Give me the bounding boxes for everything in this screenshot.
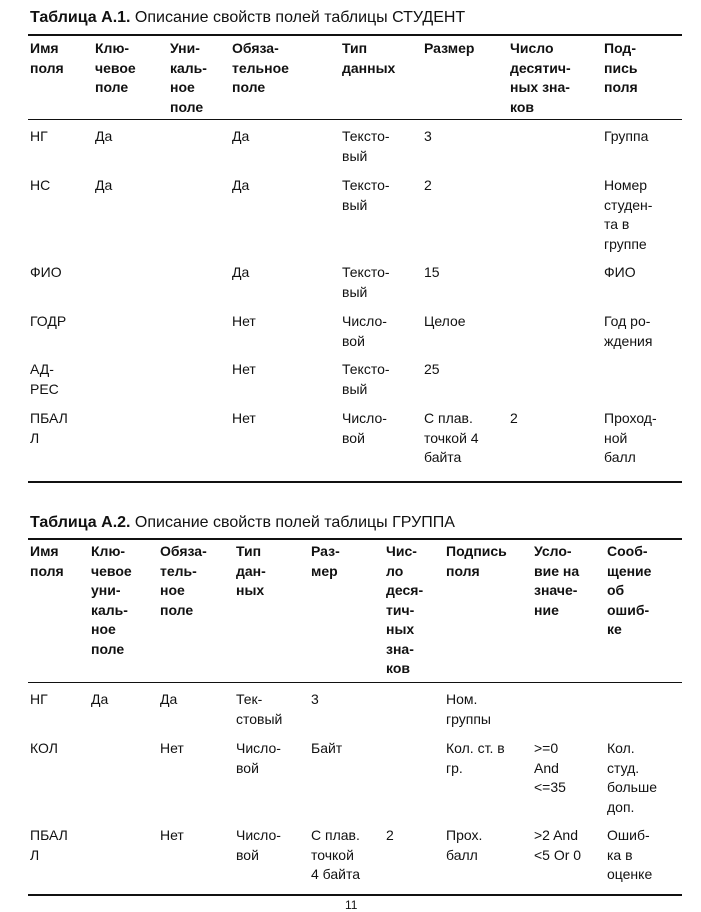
table1-header-cell-line: поля [30,59,64,76]
table1-row-cell [604,176,652,254]
table2-row-cell-line: 2 [386,827,394,843]
table1-row-cell-line: та в [604,216,630,232]
table1-row-cell-line: Да [232,128,250,144]
table2-row-cell-line: Прох. [446,827,483,843]
table2-row-cell-line: оценке [607,866,653,882]
table2-row-cell [160,739,184,759]
table1-header-cell-line: чевое [95,59,136,76]
table2-row-cell-line: Байт [311,740,343,756]
table2-header-cell-line: вие на [534,562,580,579]
table1-row-cell-line: Проход- [604,410,657,426]
table2-row-cell-line: Да [91,691,109,707]
table2-header-cell-line: ков [386,660,410,676]
table2-row-cell-line: НГ [30,691,48,707]
table2-row-cell-line: С плав. [311,827,360,843]
table1-row-cell [232,312,256,332]
table2-row-cell-line: точкой [311,846,354,863]
table1-row-cell [424,409,479,468]
table1-row-cell-line: ной [604,429,628,446]
table2-row-cell [311,739,342,759]
table1-row-cell-line: Л [30,429,40,446]
table2-header-cell [607,542,651,640]
table1-row-cell-line: вый [342,196,368,213]
table2-row-cell-line: Тек- [236,691,263,707]
table1-row-cell-line: ГОДР [30,313,67,329]
table1-row-cell-line: 25 [424,361,440,377]
table1-row-cell-line: Да [232,264,250,280]
table2-caption [30,514,455,532]
table1-row-cell [30,360,59,399]
table2-row-cell-line: <5 Or 0 [534,846,582,863]
table1-row-cell-line: Нет [232,361,256,377]
table1-row-cell-line: Нет [232,313,256,329]
table2-row-cell [534,826,581,865]
table1-header-cell [342,39,395,78]
table2-row-cell-line: Л [30,846,40,863]
table1-header-cell [30,39,64,78]
table1-header-cell-line: поле [170,98,204,115]
table2-row-cell-line: балл [446,846,478,863]
table1-header-cell-line: поле [95,79,129,95]
table1-header-cell-line: ков [510,98,534,115]
table2-row-cell-line: больше [607,779,657,795]
table2-row-cell-line: Нет [160,740,184,756]
table1-row-cell [30,312,66,332]
table1-header-cell-line: Имя [30,40,59,56]
table2-header-cell-line: ное [160,582,185,598]
table1-row-cell [232,263,249,283]
table1-row-cell-line: Да [232,177,250,193]
table1-row-cell-line: НГ [30,128,48,144]
table1-row-cell-line: 15 [424,264,440,280]
table2-header-cell [30,542,64,581]
table2-row-cell-line: <=35 [534,779,566,795]
table1-header-cell-line: Обяза- [232,40,279,56]
table2-header-cell [446,542,507,581]
table2-header-cell-line: ло [386,562,404,579]
table1-header-cell-line: каль- [170,59,207,76]
table1-header-cell-line: ных зна- [510,79,570,95]
table1-row-cell [342,176,390,215]
table1-row-cell [95,127,112,147]
table1-row-cell-line: ПБАЛ [30,410,68,426]
table2-header-cell [91,542,132,659]
table1-row-cell [604,312,652,351]
table2-row-cell-line: Ошиб- [607,827,650,843]
table1-row-cell [424,263,440,283]
table1-header-cell-line: поле [232,79,266,95]
table1-header-cell [95,39,136,98]
table2-row-cell-line: >=0 [534,740,559,756]
table1-row-cell-line: Тексто- [342,361,390,377]
table1-header-cell-line: поля [604,79,638,95]
table1-header-cell-line: Тип [342,40,368,56]
table1-header-cell [232,39,289,98]
table1-row-cell-line: Тексто- [342,128,390,144]
table1-header-cell [604,39,638,98]
table1-row-cell-line: Нет [232,410,256,426]
table1-row-cell-line: студен- [604,196,653,213]
table2-row-cell [30,739,58,759]
table2-header-cell-line: уни- [91,582,121,598]
table1-row-cell [424,176,432,196]
table2-row-cell [311,826,360,885]
table1-row-cell-line: Да [95,177,113,193]
table1-header-rule [28,119,682,120]
table2-row-cell-line: 3 [311,691,319,707]
table2-header-cell [386,542,423,679]
table1-row-cell [30,176,50,196]
table2-row-cell [30,690,48,710]
table1-header-cell-line: десятич- [510,59,571,76]
table1-row-cell [232,360,256,380]
table2-header-cell-line: Клю- [91,543,126,559]
table1-row-cell-line: ждения [604,332,653,349]
table1-header-cell-line: Под- [604,40,636,56]
table2-header-cell-line: Чис- [386,543,417,559]
table1-row-cell-line: вой [342,332,365,349]
table2-row-cell [311,690,319,710]
table2-header-cell [311,542,340,581]
table2-row-cell-line: And [534,759,559,776]
table2-header-cell-line: ке [607,621,622,637]
table1-caption-text: Описание свойств полей таблицы СТУДЕНТ [130,9,466,26]
table1-row-cell [30,409,68,448]
table1-row-cell [232,409,256,429]
table2-header-cell-line: Тип [236,543,262,559]
table2-row-cell [236,690,282,729]
table1-top-rule [28,34,682,36]
table1-row-cell [30,263,62,283]
table1-row-cell-line: 2 [424,177,432,193]
table2-row-cell-line: вой [236,759,259,776]
table1-row-cell [342,263,390,302]
table2-row-cell-line: Кол. [607,740,635,756]
table2-row-cell [30,826,68,865]
table2-row-cell [534,739,566,798]
table2-row-cell [236,739,281,778]
table2-bottom-rule [28,894,682,896]
table2-header-cell-line: Имя [30,543,59,559]
table2-row-cell-line: Нет [160,827,184,843]
table2-row-cell [446,826,482,865]
table2-header-cell-line: деся- [386,582,424,598]
table2-header-cell-line: поле [91,640,125,657]
table2-row-cell-line: доп. [607,798,635,815]
table1-header-cell-line: ное [170,79,195,95]
table2-header-cell-line: каль- [91,601,128,618]
table1-row-cell [342,409,387,448]
table2-header-cell-line: тель- [160,562,197,579]
table2-header-cell-line: ных [236,582,265,598]
table1-header-cell-line: тельное [232,59,289,76]
table1-header-cell-line: Размер [424,40,475,56]
table2-caption-text: Описание свойств полей таблицы ГРУППА [130,514,455,531]
table1-header-cell-line: Клю- [95,40,130,56]
table2-row-cell-line: вой [236,846,259,863]
table1-row-cell-line: АД- [30,361,54,377]
table1-caption-number: Таблица А.1. [30,9,131,26]
table2-row-cell [160,826,184,846]
table1-row-cell-line: РЕС [30,380,59,397]
table1-row-cell [95,176,112,196]
table2-row-cell [386,826,394,846]
table1-header-cell [510,39,571,117]
table2-header-cell-line: Подпись [446,543,507,559]
table1-row-cell [30,127,48,147]
table2-header-cell-line: поле [160,601,194,618]
table1-row-cell-line: вый [342,380,368,397]
table2-row-cell-line: ПБАЛ [30,827,68,843]
table1-header-cell-line: пись [604,59,638,76]
table1-row-cell [342,127,390,166]
table1-row-cell-line: вой [342,429,365,446]
table1-row-cell-line: точкой 4 [424,429,479,446]
table2-header-cell [236,542,266,601]
table2-header-cell [160,542,207,620]
table2-row-cell [236,826,281,865]
table2-row-cell [607,826,652,885]
table2-header-cell-line: поля [446,562,480,579]
table1-row-cell [424,127,432,147]
table2-caption-number: Таблица А.2. [30,514,131,531]
table2-header-cell-line: Усло- [534,543,572,559]
table1-header-cell [170,39,207,117]
table1-row-cell [424,312,466,332]
table1-row-cell-line: Число- [342,313,387,329]
table1-row-cell-line: ФИО [30,264,62,280]
table1-row-cell-line: 3 [424,128,432,144]
table2-header-cell-line: значе- [534,582,578,598]
table2-header-cell-line: Обяза- [160,543,207,559]
table2-row-cell-line: КОЛ [30,740,58,756]
table1-header-cell-line: данных [342,59,396,76]
table2-header-cell-line: поля [30,562,64,579]
table2-row-cell-line: Кол. ст. в [446,740,505,756]
table2-header-rule [28,682,682,683]
table1-row-cell-line: байта [424,449,462,465]
table1-row-cell-line: Группа [604,128,649,144]
table1-row-cell-line: вый [342,147,368,164]
table1-row-cell [424,360,440,380]
table1-row-cell-line: Номер [604,177,648,193]
table2-row-cell [446,690,491,729]
table1-row-cell-line: Целое [424,313,466,329]
table1-row-cell-line: Тексто- [342,177,390,193]
table1-row-cell-line: С плав. [424,410,473,426]
table2-row-cell-line: стовый [236,710,283,727]
table1-row-cell-line: Тексто- [342,264,390,280]
table1-header-cell [424,39,474,59]
table2-row-cell-line: Ном. [446,691,478,707]
table2-row-cell-line: студ. [607,759,640,776]
table1-row-cell-line: ФИО [604,264,636,280]
table1-row-cell [604,409,657,468]
table1-row-cell [604,263,636,283]
table2-header-cell-line: тич- [386,601,415,618]
table2-row-cell [607,739,657,817]
table2-row-cell [91,690,108,710]
table1-bottom-rule [28,481,682,483]
table2-header-cell-line: чевое [91,562,132,579]
table1-row-cell [232,176,249,196]
table1-row-cell [604,127,648,147]
table1-row-cell [342,360,390,399]
table2-header-cell-line: об [607,582,625,598]
table1-row-cell-line: Год ро- [604,313,651,329]
table2-row-cell-line: группы [446,710,491,727]
table2-header-cell-line: Раз- [311,543,340,559]
table2-row-cell-line: Да [160,691,178,707]
table1-row-cell-line: вый [342,283,368,300]
table2-header-cell-line: зна- [386,640,414,657]
table2-row-cell-line: Число- [236,827,281,843]
page-number: 11 [345,898,358,912]
table1-header-cell-line: Число [510,40,554,56]
table1-row-cell-line: балл [604,449,636,465]
table2-row-cell-line: гр. [446,759,463,776]
table2-header-cell-line: мер [311,562,338,579]
table1-row-cell-line: НС [30,177,51,193]
table2-row-cell-line: >2 And [534,827,578,843]
table2-header-cell-line: ние [534,601,559,618]
table2-row-cell-line: Число- [236,740,281,756]
table2-header-cell-line: ных [386,621,415,637]
table1-row-cell [232,127,249,147]
table1-row-cell-line: Число- [342,410,387,426]
table1-row-cell-line: 2 [510,410,518,426]
table2-header-cell-line: дан- [236,562,266,579]
table2-header-cell [534,542,579,620]
table2-header-cell-line: ошиб- [607,601,650,618]
table1-row-cell-line: Да [95,128,113,144]
table1-row-cell [510,409,518,429]
table1-header-cell-line: Уни- [170,40,200,56]
table1-row-cell-line: группе [604,235,647,252]
table2-row-cell-line: ка в [607,846,633,863]
table1-caption [30,9,465,27]
table2-header-cell-line: ное [91,621,116,637]
table2-top-rule [28,538,682,540]
table2-row-cell [446,739,505,778]
table2-row-cell [160,690,177,710]
table2-header-cell-line: щение [607,562,652,579]
table2-row-cell-line: 4 байта [311,866,361,882]
table2-header-cell-line: Сооб- [607,543,648,559]
table1-row-cell [342,312,387,351]
